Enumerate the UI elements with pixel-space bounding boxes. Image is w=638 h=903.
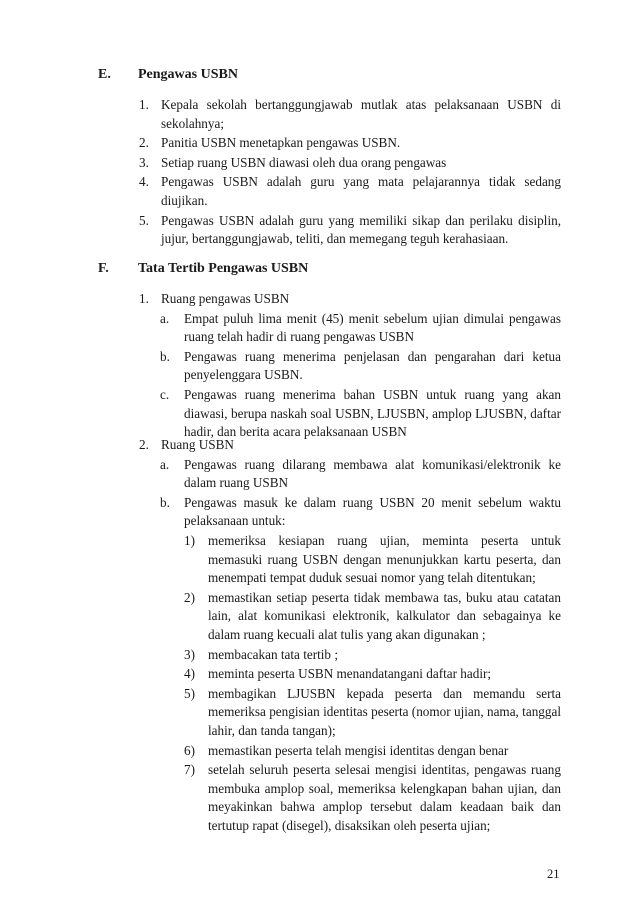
item-text: Panitia USBN menetapkan pengawas USBN.: [161, 135, 401, 151]
section-f-title: Tata Tertib Pengawas USBN: [138, 261, 309, 276]
section-f-group-2: [139, 436, 561, 835]
list-item: [184, 589, 561, 645]
list-item: [160, 348, 561, 385]
list-item: [184, 685, 561, 741]
step-number: 4): [184, 666, 195, 682]
item-text: Pengawas ruang dilarang membawa alat komunikasi/elektronik ke dalam ruang USBN: [184, 456, 561, 491]
section-e-letter: E.: [98, 67, 111, 82]
item-letter: b.: [160, 348, 170, 364]
group-title: Ruang pengawas USBN: [161, 291, 290, 306]
list-item: [184, 665, 561, 684]
item-text: Pengawas ruang menerima bahan USBN untuk ruang yang akan diawasi, berupa naskah soal USBN, LJUSBN, amplop LJUSBN, daftar hadir, dan berita acara pelaksanaan USBN: [184, 386, 561, 440]
list-item: [139, 134, 561, 153]
list-item: [184, 742, 561, 761]
group-number: 2.: [139, 437, 149, 452]
list-item: [184, 646, 561, 665]
list-item: [139, 96, 561, 133]
list-item: [160, 456, 561, 493]
step-text: membacakan tata tertib ;: [208, 646, 338, 662]
step-text: setelah seluruh peserta selesai mengisi identitas, pengawas ruang membuka amplop soal, memeriksa kelengkapan bahan ujian, dan meyakinkan bahwa amplop tersebut dalam keadaan baik dan tertutup rapat (disegel), disaksikan oleh peserta ujian;: [208, 762, 561, 833]
item-text: Setiap ruang USBN diawasi oleh dua orang pengawas: [161, 154, 447, 170]
step-text: meminta peserta USBN menandatangani daftar hadir;: [208, 666, 492, 682]
step-text: memeriksa kesiapan ruang ujian, meminta peserta untuk memasuki ruang USBN dengan menunjukkan kartu peserta, dan menempati tempat duduk sesuai nomor yang telah ditentukan;: [208, 532, 561, 586]
item-text: Empat puluh lima menit (45) menit sebelum ujian dimulai pengawas ruang telah hadir di ruang pengawas USBN: [184, 310, 561, 345]
item-letter: a.: [160, 456, 170, 472]
step-number: 5): [184, 685, 195, 701]
group-2-heading: [139, 436, 561, 455]
step-number: 7): [184, 762, 195, 778]
group-title: Ruang USBN: [161, 437, 234, 452]
section-f-group-1: [139, 290, 561, 442]
list-item: [184, 761, 561, 835]
list-item: [184, 532, 561, 588]
item-letter: b.: [160, 494, 170, 510]
step-text: membagikan LJUSBN kepada peserta dan memandu serta memeriksa pengisian identitas peserta (nomor ujian, nama, tanggal lahir, dan tanda tangan);: [208, 685, 561, 738]
step-number: 6): [184, 742, 195, 758]
list-item: [139, 212, 561, 249]
step-number: 2): [184, 589, 195, 605]
list-item: [139, 154, 561, 173]
section-e-list: [139, 96, 561, 249]
section-f-letter: F.: [98, 261, 109, 276]
step-text: memastikan peserta telah mengisi identitas dengan benar: [208, 742, 509, 758]
group-1-items: [139, 310, 561, 442]
group-1-heading: [139, 290, 561, 309]
item-letter: c.: [160, 386, 170, 402]
list-item: [139, 173, 561, 210]
item-text: Pengawas ruang menerima penjelasan dan pengarahan dari ketua penyelenggara USBN.: [184, 348, 561, 383]
section-e-title: Pengawas USBN: [138, 67, 238, 82]
group-number: 1.: [139, 291, 149, 306]
item-number: 4.: [139, 174, 149, 190]
step-number: 1): [184, 532, 195, 548]
item-text: Pengawas USBN adalah guru yang mata pelajarannya tidak sedang diujikan.: [161, 174, 561, 208]
item-text: Pengawas masuk ke dalam ruang USBN 20 menit sebelum waktu pelaksanaan untuk:: [184, 494, 561, 529]
item-letter: a.: [160, 310, 170, 326]
list-item: [160, 494, 561, 531]
step-text: memastikan setiap peserta tidak membawa tas, buku atau catatan lain, alat komunikasi elektronik, kalkulator dan sebagainya ke dalam ruang kecuali alat tulis yang akan digunakan ;: [208, 589, 561, 642]
page-number: 21: [547, 867, 560, 881]
item-text: Kepala sekolah bertanggungjawab mutlak atas pelaksanaan USBN di sekolahnya;: [161, 97, 561, 131]
item-number: 2.: [139, 135, 149, 151]
step-number: 3): [184, 646, 195, 662]
item-text: Pengawas USBN adalah guru yang memiliki sikap dan perilaku disiplin, jujur, bertanggungjawab, teliti, dan memegang teguh kerahasiaan.: [161, 212, 561, 247]
item-number: 1.: [139, 97, 149, 112]
steps-list: [160, 532, 561, 836]
group-2-items: [139, 456, 561, 836]
list-item: [160, 386, 561, 442]
item-number: 3.: [139, 154, 149, 170]
item-number: 5.: [139, 212, 149, 228]
list-item: [160, 310, 561, 347]
